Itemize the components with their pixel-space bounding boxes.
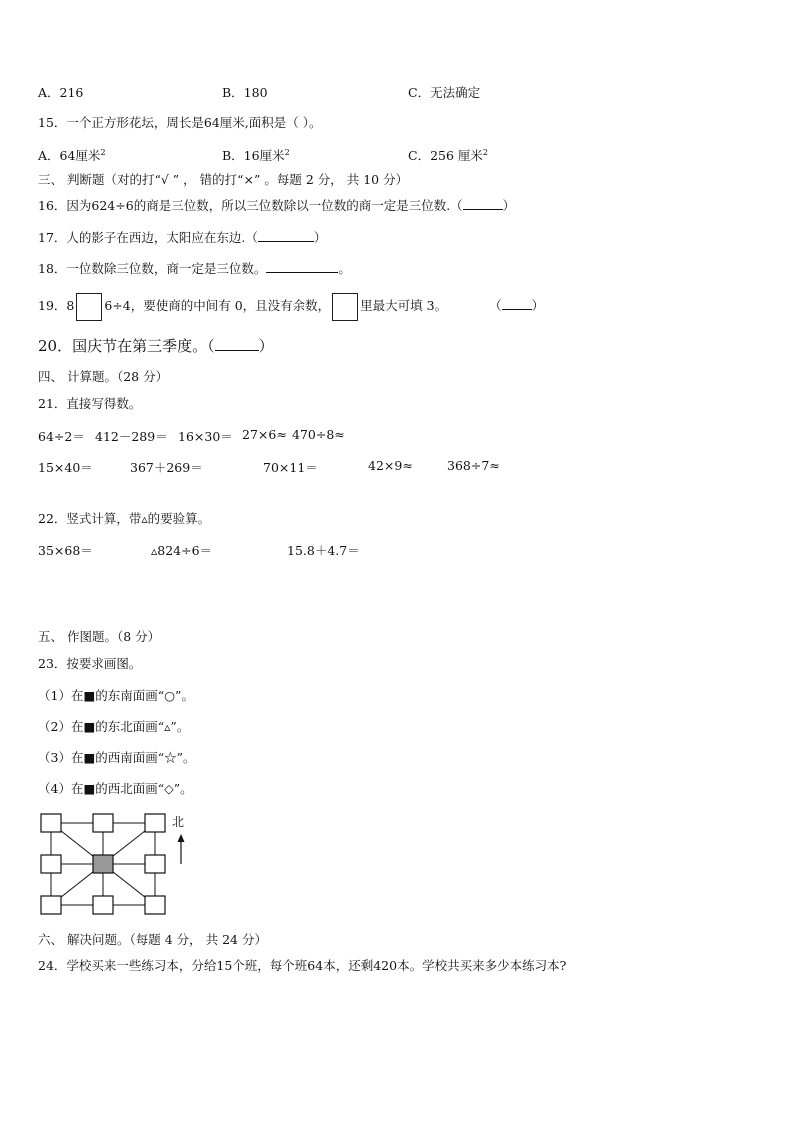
option-b: B．180 — [222, 85, 268, 100]
question-20: 20．国庆节在第三季度。（ ） — [38, 337, 274, 355]
grid-box — [93, 896, 113, 914]
section-3-heading: 三、 判断题（对的打“√ ” ， 错的打“×” 。每题 2 分， 共 10 分） — [38, 172, 409, 187]
question-23: 23．按要求画图。 — [38, 656, 142, 671]
blank-box[interactable] — [332, 293, 358, 321]
grid-box — [93, 814, 113, 832]
q15-option-a: A．64厘米$^2$ — [38, 147, 106, 163]
calc-item: 367＋269＝ — [130, 460, 203, 475]
q23-item: （2）在■的东北面画“▵”。 — [38, 719, 190, 734]
grid-box — [41, 855, 61, 873]
north-arrow — [178, 834, 185, 864]
grid-box — [145, 855, 165, 873]
calc-item: 35×68＝ — [38, 543, 93, 558]
q23-item: （3）在■的西南面画“☆”。 — [38, 750, 196, 765]
calc-item: 16×30＝ — [178, 429, 233, 444]
q23-item: （1）在■的东南面画“○”。 — [38, 688, 194, 703]
calc-item: 368÷7≈ — [447, 458, 500, 473]
question-22: 22．竖式计算，带▵的要验算。 — [38, 511, 211, 526]
calc-item: 64÷2＝ — [38, 429, 85, 444]
option-a: A．216 — [38, 85, 84, 100]
grid-box — [145, 814, 165, 832]
grid-box — [41, 896, 61, 914]
question-21: 21．直接写得数。 — [38, 396, 142, 411]
question-16: 16．因为624÷6的商是三位数，所以三位数除以一位数的商一定是三位数.（ ） — [38, 198, 516, 213]
question-15: 15．一个正方形花坛，周长是64厘米,面积是（ ）。 — [38, 115, 322, 130]
section-5-heading: 五、 作图题。（8 分） — [38, 629, 161, 644]
calc-item: 470÷8≈ — [292, 427, 345, 442]
q23-item: （4）在■的西北面画“◇”。 — [38, 781, 193, 796]
north-label: 北 — [172, 815, 185, 829]
calc-item: 27×6≈ — [242, 427, 287, 442]
calc-item: 15×40＝ — [38, 460, 93, 475]
center-square — [93, 855, 113, 873]
question-19: 19．8 6÷4，要使商的中间有 0，且没有余数， 里最大可填 3。 （ ） — [38, 292, 544, 321]
section-4-heading: 四、 计算题。（28 分） — [38, 369, 169, 384]
question-24: 24．学校买来一些练习本，分给15个班，每个班64本，还剩420本。学校共买来多少本练习本? — [38, 958, 567, 973]
blank-box[interactable] — [76, 293, 102, 321]
calc-item: ▵824÷6＝ — [151, 543, 213, 558]
calc-item: 15.8＋4.7＝ — [287, 543, 360, 558]
direction-grid-diagram — [38, 810, 198, 918]
grid-box — [41, 814, 61, 832]
option-c: C．无法确定 — [408, 85, 481, 100]
calc-item: 42×9≈ — [368, 458, 413, 473]
calc-item: 70×11＝ — [263, 460, 318, 475]
calc-item: 412－289＝ — [95, 429, 168, 444]
q15-option-b: B．16厘米$^2$ — [222, 147, 290, 163]
question-18: 18．一位数除三位数，商一定是三位数。 。 — [38, 261, 351, 276]
section-6-heading: 六、 解决问题。（每题 4 分， 共 24 分） — [38, 932, 267, 947]
q15-option-c: C．256 厘米$^2$ — [408, 147, 488, 163]
grid-box — [145, 896, 165, 914]
question-17: 17．人的影子在西边，太阳应在东边.（ ） — [38, 230, 327, 245]
